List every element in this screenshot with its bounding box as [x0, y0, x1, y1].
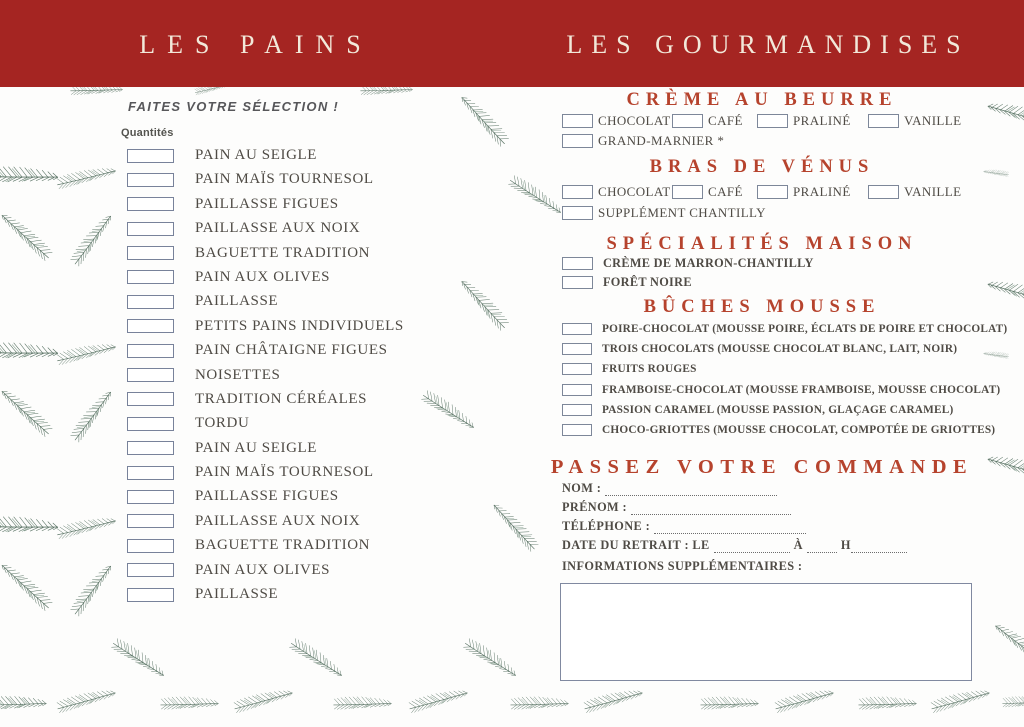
nom-input-line[interactable]	[605, 486, 777, 496]
bread-label: BAGUETTE TRADITION	[195, 244, 371, 261]
specialite-row	[562, 276, 814, 290]
bread-row	[127, 294, 404, 309]
bread-label: PAILLASSE FIGUES	[195, 488, 339, 505]
quantity-input-box[interactable]	[127, 270, 174, 284]
item-checkbox[interactable]	[562, 424, 592, 436]
item-checkbox[interactable]	[562, 323, 592, 335]
item-label: TROIS CHOCOLATS (MOUSSE CHOCOLAT BLANC, LAIT, NOIR)	[602, 342, 958, 355]
bread-label: PAILLASSE AUX NOIX	[195, 512, 361, 529]
bread-row	[127, 441, 404, 456]
flavor-checkbox[interactable]	[562, 185, 593, 199]
item-label: CRÈME DE MARRON-CHANTILLY	[603, 255, 814, 270]
gourmandises-column	[540, 87, 1008, 727]
flavor-label: VANILLE	[904, 184, 962, 199]
page-title-les-gourmandises: LES GOURMANDISES	[566, 30, 970, 59]
creme-au-beurre-flavors	[540, 113, 984, 129]
flavor-option	[562, 184, 671, 200]
pine-branch-icon	[986, 618, 1024, 669]
flavor-checkbox[interactable]	[562, 134, 593, 148]
quantity-input-box[interactable]	[127, 173, 174, 187]
bread-row	[127, 416, 404, 431]
item-label: POIRE-CHOCOLAT (MOUSSE POIRE, ÉCLATS DE POIRE ET CHOCOLAT)	[602, 322, 1008, 335]
telephone-input-line[interactable]	[654, 524, 806, 534]
flavor-label: GRAND-MARNIER *	[598, 133, 725, 148]
bread-label: PAIN AUX OLIVES	[195, 561, 331, 578]
bread-label: PAIN MAÏS TOURNESOL	[195, 171, 374, 188]
flavor-option	[672, 184, 743, 200]
flavor-label: PRALINÉ	[793, 113, 851, 128]
bread-row	[127, 368, 404, 383]
flavor-checkbox[interactable]	[757, 185, 788, 199]
bread-label: PAILLASSE FIGUES	[195, 195, 339, 212]
section-title-specialites-maison: SPÉCIALITÉS MAISON	[606, 234, 918, 254]
bread-list	[127, 148, 404, 611]
bread-label: TORDU	[195, 415, 250, 432]
flavor-option	[757, 113, 851, 129]
pine-branch-icon	[460, 631, 522, 688]
field-label: NOM :	[562, 481, 602, 495]
pine-branch-icon	[63, 209, 123, 270]
pine-branch-icon	[108, 631, 170, 688]
pine-branch-icon	[984, 97, 1024, 131]
minutes-input-line[interactable]	[851, 543, 907, 553]
field-prenom	[562, 502, 795, 515]
pine-branch-icon	[0, 207, 59, 265]
pine-branch-icon	[0, 507, 62, 547]
pine-branch-icon	[159, 690, 221, 718]
flavor-label: VANILLE	[904, 113, 962, 128]
quantity-input-box[interactable]	[127, 588, 174, 602]
quantity-input-box[interactable]	[127, 222, 174, 236]
pine-branch-icon	[0, 557, 59, 615]
quantity-input-box[interactable]	[127, 563, 174, 577]
prenom-input-line[interactable]	[631, 505, 791, 515]
flavor-checkbox[interactable]	[562, 114, 593, 128]
bread-label: PAIN MAÏS TOURNESOL	[195, 464, 374, 481]
section-title-creme-au-beurre: CRÈME AU BEURRE	[626, 90, 898, 110]
selection-instruction: FAITES VOTRE SÉLECTION !	[128, 99, 340, 114]
section-title-bras-de-venus: BRAS DE VÉNUS	[649, 157, 875, 177]
bread-row	[127, 489, 404, 504]
buche-row	[562, 424, 1007, 437]
quantity-input-box[interactable]	[127, 466, 174, 480]
supplement-chantilly-option	[562, 205, 766, 221]
item-checkbox[interactable]	[562, 276, 593, 289]
pine-branch-icon	[63, 385, 123, 446]
flavor-checkbox[interactable]	[757, 114, 788, 128]
pine-branch-icon	[983, 168, 1009, 178]
item-checkbox[interactable]	[562, 257, 593, 270]
bread-label: PAILLASSE	[195, 586, 279, 603]
bread-row	[127, 197, 404, 212]
field-label: H	[840, 538, 851, 552]
flavor-checkbox[interactable]	[562, 206, 593, 220]
pine-branch-icon	[418, 383, 480, 440]
bread-row	[127, 465, 404, 480]
bread-label: BAGUETTE TRADITION	[195, 537, 371, 554]
pine-branch-icon	[984, 275, 1024, 309]
pine-branch-icon	[0, 689, 49, 720]
quantity-input-box[interactable]	[127, 149, 174, 163]
pine-branch-icon	[55, 163, 119, 192]
bread-label: PAIN CHÂTAIGNE FIGUES	[195, 342, 388, 359]
pine-branch-icon	[450, 90, 516, 151]
bread-label: PETITS PAINS INDIVIDUELS	[195, 317, 404, 334]
field-date-retrait	[562, 540, 911, 553]
pine-branch-icon	[55, 685, 120, 716]
quantity-input-box[interactable]	[127, 417, 174, 431]
flavor-label: CHOCOLAT	[598, 184, 671, 199]
pine-branch-icon	[286, 631, 348, 688]
pine-branch-icon	[232, 685, 297, 716]
bread-row	[127, 392, 404, 407]
pine-branch-icon	[332, 690, 394, 718]
bread-label: PAILLASSE AUX NOIX	[195, 220, 361, 237]
item-checkbox[interactable]	[562, 384, 592, 396]
flavor-checkbox[interactable]	[672, 114, 703, 128]
quantity-input-box[interactable]	[127, 319, 174, 333]
item-label: FRAMBOISE-CHOCOLAT (MOUSSE FRAMBOISE, MOUSSE CHOCOLAT)	[602, 383, 1001, 396]
quantity-input-box[interactable]	[127, 368, 174, 382]
bread-label: PAIN AU SEIGLE	[195, 147, 318, 163]
section-title-buches-mousse: BÛCHES MOUSSE	[643, 297, 881, 317]
bread-label: NOISETTES	[195, 366, 281, 383]
quantity-input-box[interactable]	[127, 344, 174, 358]
bras-de-venus-flavors	[540, 184, 984, 200]
flavor-option	[868, 184, 961, 200]
pine-branch-icon	[55, 339, 119, 368]
item-checkbox[interactable]	[562, 363, 592, 375]
flavor-label: CAFÉ	[708, 184, 743, 199]
field-label: À	[793, 538, 803, 552]
bread-row	[127, 514, 404, 529]
field-informations	[562, 561, 802, 574]
item-label: FRUITS ROUGES	[602, 363, 697, 376]
quantity-input-box[interactable]	[127, 392, 174, 406]
quantity-input-box[interactable]	[127, 197, 174, 211]
field-label: DATE DU RETRAIT : LE	[562, 538, 710, 552]
bread-row	[127, 538, 404, 553]
flavor-option	[757, 184, 851, 200]
specialites-list	[562, 256, 814, 295]
buche-row	[562, 383, 1007, 396]
flavor-option	[672, 113, 743, 129]
bread-row	[127, 246, 404, 261]
quantity-input-box[interactable]	[127, 490, 174, 504]
bread-row	[127, 221, 404, 236]
date-input-line[interactable]	[714, 543, 790, 553]
field-label: PRÉNOM :	[562, 500, 628, 514]
pine-branch-icon	[407, 685, 472, 716]
buches-list	[562, 322, 1007, 444]
additional-info-box[interactable]	[560, 583, 972, 681]
bread-label: PAIN AUX OLIVES	[195, 268, 331, 285]
bread-label: PAILLASSE	[195, 293, 279, 310]
buche-row	[562, 404, 1007, 417]
flavor-label: SUPPLÉMENT CHANTILLY	[598, 205, 766, 220]
hour-input-line[interactable]	[807, 543, 837, 553]
bread-row	[127, 587, 404, 602]
bread-row	[127, 343, 404, 358]
item-label: PASSION CARAMEL (MOUSSE PASSION, GLAÇAGE CARAMEL)	[602, 404, 954, 417]
buche-row	[562, 363, 1007, 376]
flavor-option	[868, 113, 961, 129]
item-checkbox[interactable]	[562, 404, 592, 416]
field-nom	[562, 483, 781, 496]
specialite-row	[562, 256, 814, 270]
page-title-les-pains: LES PAINS	[139, 30, 373, 59]
header-band	[0, 0, 1024, 87]
grand-marnier-option	[562, 133, 724, 149]
flavor-checkbox[interactable]	[868, 114, 899, 128]
pine-branch-icon	[1001, 690, 1024, 714]
quantity-input-box[interactable]	[127, 246, 174, 260]
quantity-input-box[interactable]	[127, 441, 174, 455]
flavor-label: CHOCOLAT	[598, 113, 671, 128]
buche-row	[562, 342, 1007, 355]
section-title-passez-votre-commande: PASSEZ VOTRE COMMANDE	[550, 456, 974, 478]
bread-label: TRADITION CÉRÉALES	[195, 390, 368, 407]
pine-branch-icon	[450, 274, 516, 335]
field-label: INFORMATIONS SUPPLÉMENTAIRES :	[562, 559, 803, 573]
flavor-option	[562, 113, 671, 129]
pine-branch-icon	[55, 513, 119, 542]
bread-label: PAIN AU SEIGLE	[195, 439, 318, 456]
flavor-checkbox[interactable]	[868, 185, 899, 199]
quantity-input-box[interactable]	[127, 514, 174, 528]
pine-branch-icon	[984, 450, 1024, 484]
field-label: TÉLÉPHONE :	[562, 519, 651, 533]
quantity-input-box[interactable]	[127, 295, 174, 309]
pine-branch-icon	[483, 498, 545, 555]
pine-branch-icon	[0, 157, 62, 197]
item-label: FORÊT NOIRE	[603, 275, 692, 289]
bread-row	[127, 270, 404, 285]
field-telephone	[562, 521, 810, 534]
item-label: CHOCO-GRIOTTES (MOUSSE CHOCOLAT, COMPOTÉE DE GRIOTTES)	[602, 424, 996, 437]
flavor-label: PRALINÉ	[793, 184, 851, 199]
quantity-input-box[interactable]	[127, 539, 174, 553]
bread-row	[127, 319, 404, 334]
flavor-checkbox[interactable]	[672, 185, 703, 199]
flavor-label: CAFÉ	[708, 113, 743, 128]
bread-row	[127, 148, 404, 163]
pine-branch-icon	[63, 559, 123, 620]
item-checkbox[interactable]	[562, 343, 592, 355]
bread-row	[127, 563, 404, 578]
quantities-label: Quantités	[121, 127, 174, 139]
pine-branch-icon	[0, 383, 59, 441]
bread-row	[127, 172, 404, 187]
pine-branch-icon	[0, 333, 62, 373]
buche-row	[562, 322, 1007, 335]
